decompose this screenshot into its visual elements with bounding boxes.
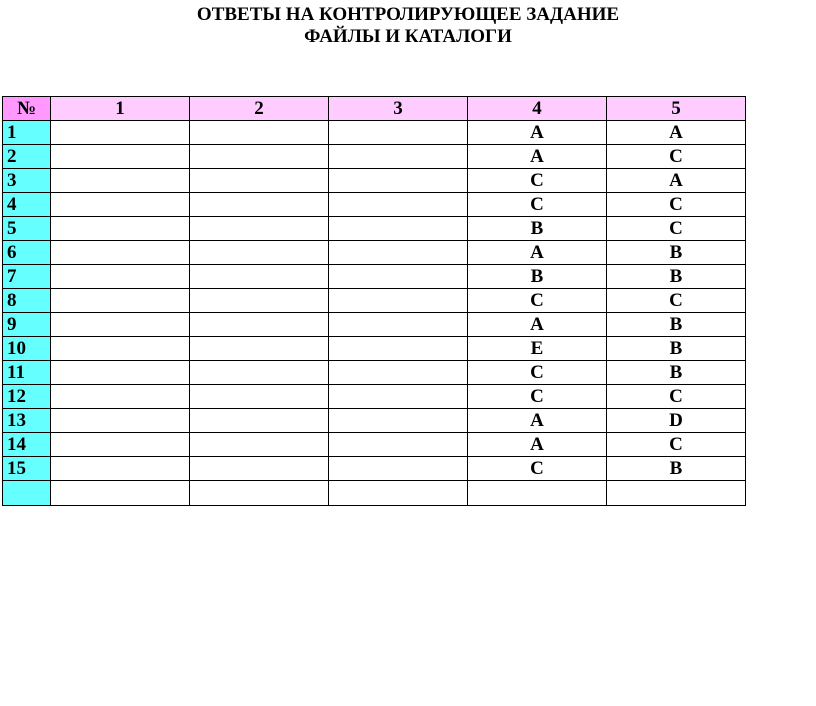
answer-cell-col-1 bbox=[51, 361, 190, 385]
row-number-cell: 10 bbox=[3, 337, 51, 361]
answer-cell-col-3 bbox=[329, 265, 468, 289]
answer-cell-col-2 bbox=[190, 361, 329, 385]
answer-cell-col-3 bbox=[329, 193, 468, 217]
answer-cell-col-2 bbox=[190, 121, 329, 145]
answer-cell-col-3 bbox=[329, 121, 468, 145]
answer-cell-col-5: С bbox=[607, 193, 746, 217]
answer-cell-col-4: С bbox=[468, 385, 607, 409]
row-number-cell bbox=[3, 481, 51, 506]
answer-cell-col-2 bbox=[190, 337, 329, 361]
answer-cell-col-2 bbox=[190, 217, 329, 241]
table-row bbox=[3, 313, 746, 337]
answer-cell-col-4: С bbox=[468, 361, 607, 385]
answer-cell-col-1 bbox=[51, 481, 190, 506]
answer-cell-col-1 bbox=[51, 169, 190, 193]
answer-cell-col-2 bbox=[190, 241, 329, 265]
answer-cell-col-2 bbox=[190, 481, 329, 506]
answer-cell-col-3 bbox=[329, 169, 468, 193]
answer-cell-col-5: В bbox=[607, 241, 746, 265]
header-cell-3: 3 bbox=[329, 97, 468, 121]
table-row bbox=[3, 361, 746, 385]
row-number-cell: 12 bbox=[3, 385, 51, 409]
answer-cell-col-1 bbox=[51, 145, 190, 169]
table-row bbox=[3, 121, 746, 145]
answer-cell-col-3 bbox=[329, 385, 468, 409]
answer-cell-col-4: С bbox=[468, 457, 607, 481]
answer-cell-col-5: С bbox=[607, 289, 746, 313]
answer-cell-col-5: В bbox=[607, 337, 746, 361]
answer-cell-col-1 bbox=[51, 433, 190, 457]
answer-cell-col-1 bbox=[51, 409, 190, 433]
answer-cell-col-3 bbox=[329, 481, 468, 506]
answers-table bbox=[2, 96, 746, 506]
answer-cell-col-3 bbox=[329, 289, 468, 313]
answer-cell-col-3 bbox=[329, 145, 468, 169]
answer-cell-col-1 bbox=[51, 265, 190, 289]
answer-cell-col-4: С bbox=[468, 193, 607, 217]
header-cell-4: 4 bbox=[468, 97, 607, 121]
table-row bbox=[3, 241, 746, 265]
answer-cell-col-2 bbox=[190, 433, 329, 457]
row-number-cell: 2 bbox=[3, 145, 51, 169]
answer-cell-col-1 bbox=[51, 457, 190, 481]
row-number-cell: 8 bbox=[3, 289, 51, 313]
answer-cell-col-5: В bbox=[607, 361, 746, 385]
header-cell-5: 5 bbox=[607, 97, 746, 121]
document-subtitle: ФАЙЛЫ И КАТАЛОГИ bbox=[304, 26, 512, 47]
answer-cell-col-2 bbox=[190, 289, 329, 313]
answer-cell-col-3 bbox=[329, 337, 468, 361]
header-row bbox=[3, 97, 746, 121]
answer-cell-col-3 bbox=[329, 409, 468, 433]
table-row bbox=[3, 409, 746, 433]
table-row bbox=[3, 337, 746, 361]
table-row bbox=[3, 217, 746, 241]
answer-cell-col-5 bbox=[607, 481, 746, 506]
table-body bbox=[3, 121, 746, 506]
answer-cell-col-5: А bbox=[607, 121, 746, 145]
answer-cell-col-4: А bbox=[468, 121, 607, 145]
answer-cell-col-5: В bbox=[607, 265, 746, 289]
answer-cell-col-4: В bbox=[468, 265, 607, 289]
answer-cell-col-4: В bbox=[468, 217, 607, 241]
row-number-cell: 15 bbox=[3, 457, 51, 481]
row-number-cell: 7 bbox=[3, 265, 51, 289]
table-row bbox=[3, 145, 746, 169]
table-row bbox=[3, 457, 746, 481]
answer-cell-col-3 bbox=[329, 361, 468, 385]
answer-cell-col-2 bbox=[190, 409, 329, 433]
answer-cell-col-5: D bbox=[607, 409, 746, 433]
answer-cell-col-4: А bbox=[468, 241, 607, 265]
answer-cell-col-5: С bbox=[607, 433, 746, 457]
answer-cell-col-1 bbox=[51, 241, 190, 265]
document-title: ОТВЕТЫ НА КОНТРОЛИРУЮЩЕЕ ЗАДАНИЕ bbox=[196, 4, 620, 25]
table-row bbox=[3, 433, 746, 457]
answer-cell-col-4 bbox=[468, 481, 607, 506]
answer-cell-col-2 bbox=[190, 385, 329, 409]
answer-cell-col-2 bbox=[190, 145, 329, 169]
header-cell-number: № bbox=[3, 97, 51, 121]
answer-cell-col-2 bbox=[190, 193, 329, 217]
row-number-cell: 5 bbox=[3, 217, 51, 241]
table-row bbox=[3, 265, 746, 289]
table-row bbox=[3, 193, 746, 217]
answer-cell-col-5: В bbox=[607, 457, 746, 481]
row-number-cell: 4 bbox=[3, 193, 51, 217]
answer-cell-col-4: С bbox=[468, 289, 607, 313]
answer-cell-col-3 bbox=[329, 241, 468, 265]
table-row bbox=[3, 169, 746, 193]
answer-cell-col-3 bbox=[329, 433, 468, 457]
answer-cell-col-2 bbox=[190, 265, 329, 289]
answer-cell-col-1 bbox=[51, 385, 190, 409]
table-row bbox=[3, 289, 746, 313]
answer-cell-col-4: Е bbox=[468, 337, 607, 361]
row-number-cell: 11 bbox=[3, 361, 51, 385]
answer-cell-col-2 bbox=[190, 457, 329, 481]
answer-cell-col-5: С bbox=[607, 385, 746, 409]
answer-cell-col-4: А bbox=[468, 313, 607, 337]
answer-cell-col-5: В bbox=[607, 313, 746, 337]
row-number-cell: 9 bbox=[3, 313, 51, 337]
answer-cell-col-2 bbox=[190, 313, 329, 337]
answer-cell-col-1 bbox=[51, 313, 190, 337]
row-number-cell: 14 bbox=[3, 433, 51, 457]
answer-cell-col-1 bbox=[51, 337, 190, 361]
answer-cell-col-4: А bbox=[468, 433, 607, 457]
row-number-cell: 13 bbox=[3, 409, 51, 433]
answer-cell-col-5: С bbox=[607, 145, 746, 169]
answer-cell-col-1 bbox=[51, 289, 190, 313]
answer-cell-col-4: А bbox=[468, 409, 607, 433]
answer-cell-col-4: А bbox=[468, 145, 607, 169]
row-number-cell: 6 bbox=[3, 241, 51, 265]
table-row bbox=[3, 385, 746, 409]
table-row bbox=[3, 481, 746, 506]
answer-cell-col-3 bbox=[329, 217, 468, 241]
answer-cell-col-5: А bbox=[607, 169, 746, 193]
answer-cell-col-5: С bbox=[607, 217, 746, 241]
header-cell-2: 2 bbox=[190, 97, 329, 121]
answer-cell-col-1 bbox=[51, 121, 190, 145]
row-number-cell: 3 bbox=[3, 169, 51, 193]
answer-cell-col-2 bbox=[190, 169, 329, 193]
row-number-cell: 1 bbox=[3, 121, 51, 145]
answer-cell-col-4: С bbox=[468, 169, 607, 193]
answer-cell-col-3 bbox=[329, 313, 468, 337]
answer-cell-col-1 bbox=[51, 217, 190, 241]
answer-cell-col-1 bbox=[51, 193, 190, 217]
answer-cell-col-3 bbox=[329, 457, 468, 481]
table-header bbox=[3, 97, 746, 121]
header-cell-1: 1 bbox=[51, 97, 190, 121]
